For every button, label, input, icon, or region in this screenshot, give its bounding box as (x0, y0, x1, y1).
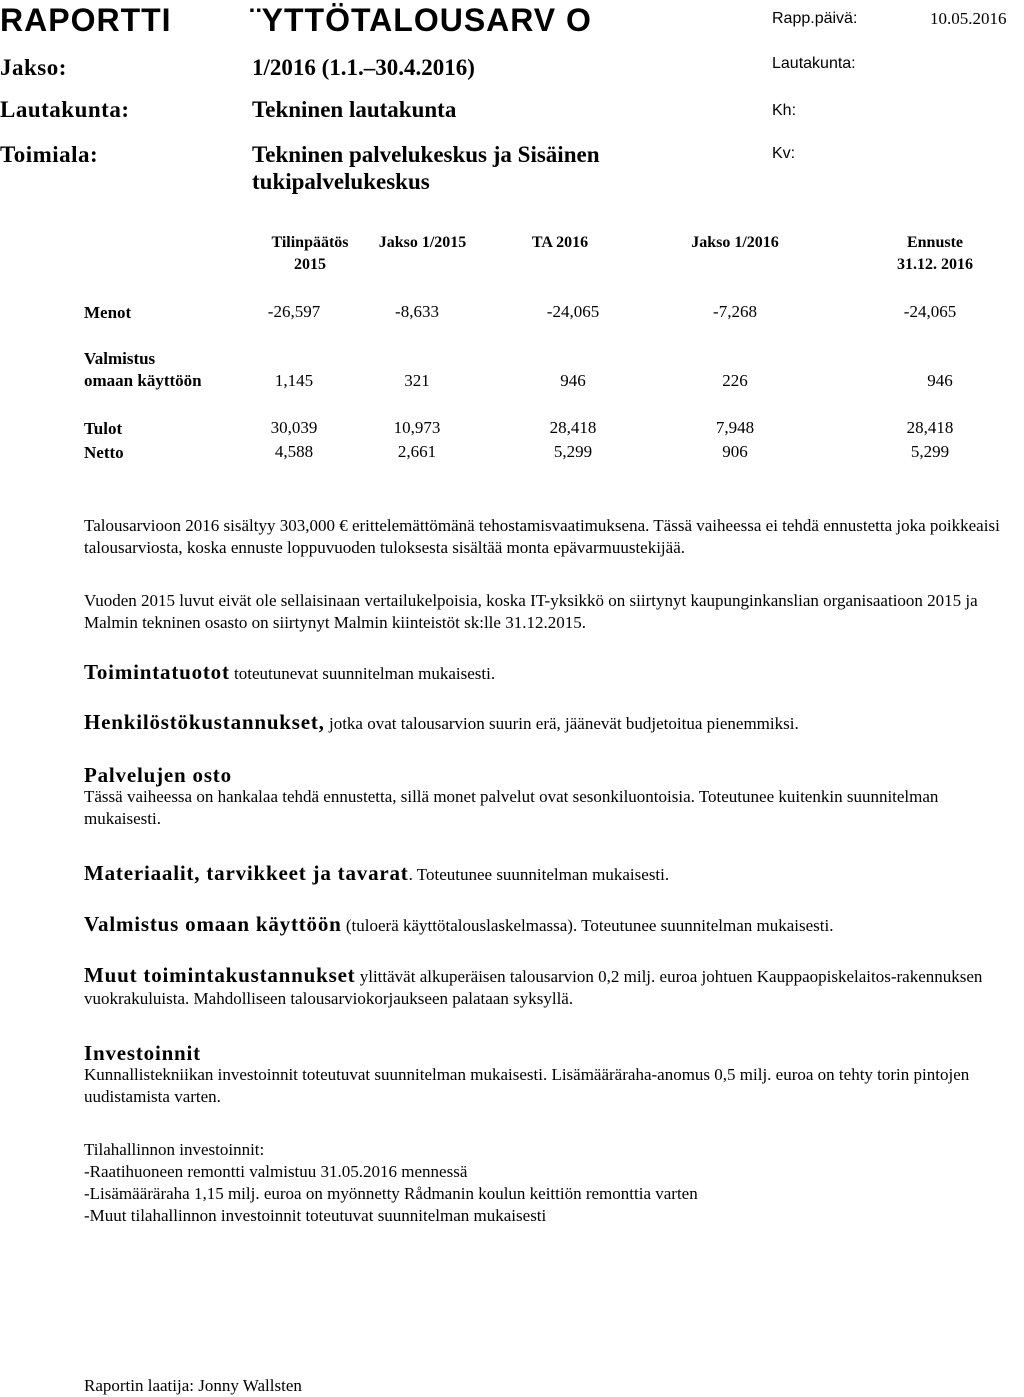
cell-tulot-ennuste: 28,418 (906, 418, 954, 437)
cell-tulot-tp2015: 30,039 (270, 418, 318, 437)
section-investoinnit (84, 1042, 1019, 1108)
kv-label: Kv: (772, 145, 796, 162)
tilahallinto-intro: Tilahallinnon investoinnit: (84, 1140, 265, 1159)
paragraph-vertailukelpoisuus: Vuoden 2015 luvut eivät ole sellaisinaan vertailukelpoisia, koska IT-yksikkö on siirtynyt kaupunginkanslian organisaatioon 2015 ja Malmin tekninen osasto on siirtynyt Malmin kiinteistöt sk:lle 31.12.2015. (84, 591, 978, 632)
tilahallinto-item: -Muut tilahallinnon investoinnit toteutuvat suunnitelman mukaisesti (84, 1206, 547, 1225)
section-heading-palvelujen-osto: Palvelujen osto (84, 763, 232, 787)
toimiala-value-line1: Tekninen palvelukeskus ja Sisäinen (252, 142, 600, 167)
section-heading-investoinnit: Investoinnit (84, 1041, 201, 1065)
col-header-jakso-2015: Jakso 1/2015 (378, 234, 467, 251)
cell-tulot-jakso2016: 7,948 (715, 418, 755, 437)
lautakunta-meta-label: Lautakunta: (772, 55, 856, 72)
lautakunta-label: Lautakunta: (0, 97, 130, 122)
section-muut-toimintakustannukset (84, 964, 1019, 1010)
cell-menot-jakso2015: -8,633 (395, 302, 439, 321)
section-heading-valmistus: Valmistus omaan käyttöön (84, 912, 342, 936)
section-body-muut: ylittävät alkuperäisen talousarvion 0,2 milj. euroa johtuen Kauppaopiskelaitos-rakennuksen vuokrakuluista. Mahdolliseen talousarviokorjaukseen palataan syksyllä. (84, 967, 983, 1008)
report-title: RAPORTTI (0, 2, 172, 38)
rapp-paiva-label: Rapp.päivä: (772, 10, 858, 27)
cell-tulot-jakso2015: 10,973 (393, 418, 441, 437)
cell-valmistus-ta2016: 946 (560, 371, 586, 390)
col-header-tilinpaatos: Tilinpäätös 2015 (271, 234, 349, 273)
tilahallinto-item: -Raatihuoneen remontti valmistuu 31.05.2016 mennessä (84, 1162, 468, 1181)
cell-menot-tp2015: -26,597 (267, 302, 321, 321)
cell-netto-tp2015: 4,588 (274, 442, 314, 461)
cell-tulot-ta2016: 28,418 (549, 418, 597, 437)
kh-label: Kh: (772, 102, 797, 119)
report-author: Raportin laatija: Jonny Wallsten (84, 1376, 302, 1395)
toimiala-label: Toimiala: (0, 142, 99, 167)
paragraph-tehostaminen: Talousarvioon 2016 sisältyy 303,000 € erittelemättömänä tehostamisvaatimuksena. Tässä vaiheessa ei tehdä ennustetta joka poikkeaisi talousarviosta, koska ennuste loppuvuoden tuloksesta sisältää monta epävarmuustekijää. (84, 516, 1000, 557)
cell-netto-jakso2016: 906 (722, 442, 748, 461)
section-materiaalit (84, 862, 1019, 886)
section-heading-muut: Muut toimintakustannukset (84, 963, 356, 987)
section-palvelujen-osto (84, 764, 1019, 830)
section-valmistus (84, 913, 1019, 937)
section-heading-henkilosto: Henkilöstökustannukset, (84, 710, 325, 734)
cell-netto-ennuste: 5,299 (910, 442, 950, 461)
cell-valmistus-jakso2015: 321 (404, 371, 430, 390)
cell-netto-ta2016: 5,299 (553, 442, 593, 461)
section-body-valmistus: (tuloerä käyttötalouslaskelmassa). Toteutunee suunnitelman mukaisesti. (341, 916, 834, 935)
row-label-valmistus: Valmistus omaan käyttöön (84, 349, 202, 390)
report-subtitle: ¨YTTÖTALOUSARV O (250, 2, 592, 38)
section-body-toimintatuotot: toteutunevat suunnitelman mukaisesti. (229, 664, 496, 683)
cell-menot-ennuste: -24,065 (903, 302, 957, 321)
cell-netto-jakso2015: 2,661 (397, 442, 437, 461)
cell-menot-jakso2016: -7,268 (713, 302, 757, 321)
row-label-netto: Netto (84, 443, 124, 462)
section-body-henkilosto: jotka ovat talousarvion suurin erä, jäänevät budjetoitua pienemmiksi. (324, 714, 799, 733)
row-label-menot: Menot (84, 303, 132, 322)
row-label-tulot: Tulot (84, 419, 123, 438)
col-header-ta-2016: TA 2016 (531, 234, 589, 251)
jakso-label: Jakso: (0, 55, 67, 80)
section-heading-materiaalit: Materiaalit, tarvikkeet ja tavarat (84, 861, 409, 885)
section-body-materiaalit: . Toteutunee suunnitelman mukaisesti. (408, 865, 670, 884)
cell-valmistus-jakso2016: 226 (722, 371, 748, 390)
section-body-palvelujen-osto: Tässä vaiheessa on hankalaa tehdä ennustetta, sillä monet palvelut ovat sesonkiluontoisia. Toteutunee kuitenkin suunnitelman mukaisesti. (84, 787, 939, 828)
col-header-jakso-2016: Jakso 1/2016 (691, 234, 779, 251)
jakso-value: 1/2016 (1.1.–30.4.2016) (252, 55, 475, 80)
tilahallinto-item: -Lisämääräraha 1,15 milj. euroa on myönnetty Rådmanin koulun keittiön remonttia varten (84, 1184, 698, 1203)
toimiala-value-line2: tukipalvelukeskus (252, 169, 430, 194)
section-body-investoinnit: Kunnallistekniikan investoinnit toteutuvat suunnitelman mukaisesti. Lisämääräraha-anomus 0,5 milj. euroa on tehty torin pintojen uudistamista varten. (84, 1065, 970, 1106)
col-header-ennuste: Ennuste 31.12. 2016 (897, 234, 973, 273)
section-heading-toimintatuotot: Toimintatuotot (84, 660, 230, 684)
section-henkilosto (84, 711, 1019, 735)
section-toimintatuotot (84, 661, 1019, 685)
lautakunta-value: Tekninen lautakunta (252, 97, 457, 122)
tilahallinto-block (84, 1139, 1019, 1227)
cell-menot-ta2016: -24,065 (546, 302, 600, 321)
rapp-paiva-value: 10.05.2016 (930, 9, 1007, 28)
cell-valmistus-tp2015: 1,145 (274, 371, 314, 390)
cell-valmistus-ennuste: 946 (927, 371, 953, 390)
